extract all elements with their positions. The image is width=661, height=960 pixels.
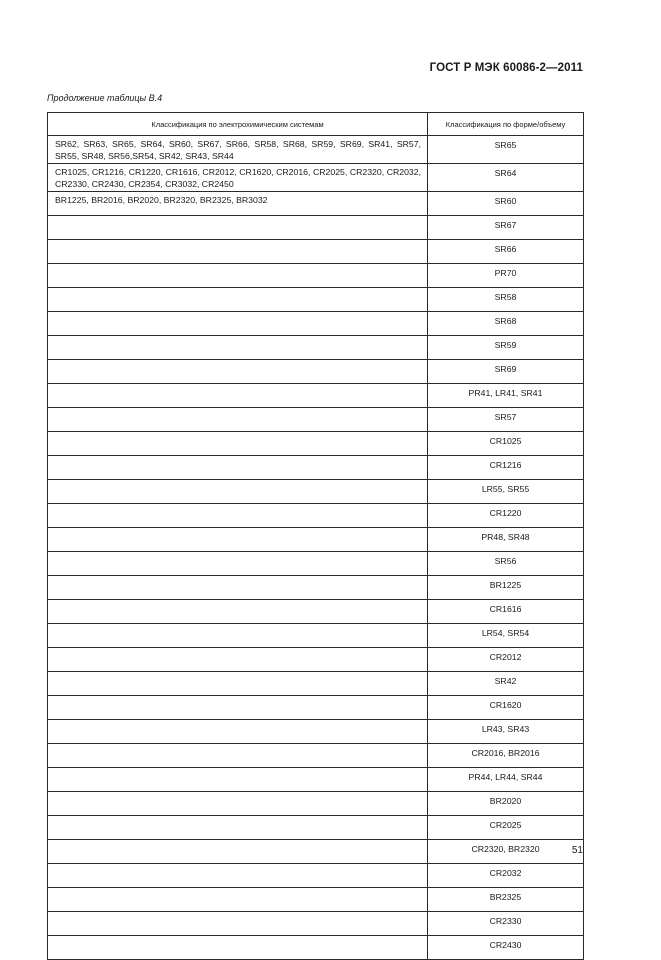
table-body [48, 136, 584, 960]
shape-cell: CR1616 [428, 600, 584, 624]
table-row [48, 744, 584, 768]
electrochemical-cell [48, 288, 428, 312]
table-row [48, 432, 584, 456]
shape-cell: LR43, SR43 [428, 720, 584, 744]
shape-cell: BR2325 [428, 888, 584, 912]
electrochemical-cell [48, 864, 428, 888]
shape-cell: PR70 [428, 264, 584, 288]
electrochemical-cell [48, 744, 428, 768]
shape-cell: SR42 [428, 672, 584, 696]
table-row [48, 672, 584, 696]
table-row [48, 720, 584, 744]
shape-cell: SR69 [428, 360, 584, 384]
electrochemical-cell [48, 672, 428, 696]
document-header: ГОСТ Р МЭК 60086-2—2011 [429, 62, 583, 74]
shape-cell: BR1225 [428, 576, 584, 600]
shape-cell: CR1220 [428, 504, 584, 528]
table-row [48, 624, 584, 648]
electrochemical-cell [48, 912, 428, 936]
shape-cell: SR59 [428, 336, 584, 360]
table-row [48, 264, 584, 288]
shape-cell: CR2016, BR2016 [428, 744, 584, 768]
table-row [48, 504, 584, 528]
shape-cell: CR2330 [428, 912, 584, 936]
table-row [48, 552, 584, 576]
table-row [48, 456, 584, 480]
table-row [48, 648, 584, 672]
table-row [48, 936, 584, 960]
table-row [48, 888, 584, 912]
table-row [48, 576, 584, 600]
table-row [48, 600, 584, 624]
table-row [48, 336, 584, 360]
table-row [48, 288, 584, 312]
electrochemical-cell: CR1025, CR1216, CR1220, CR1616, CR2012, CR1620, CR2016, CR2025, CR2320, CR2032, CR2330, CR2430, CR2354, CR3032, CR2450 [48, 164, 428, 192]
shape-cell: LR55, SR55 [428, 480, 584, 504]
electrochemical-cell [48, 768, 428, 792]
shape-cell: CR2430 [428, 936, 584, 960]
table-row [48, 240, 584, 264]
electrochemical-cell [48, 696, 428, 720]
electrochemical-cell [48, 384, 428, 408]
table-row [48, 696, 584, 720]
shape-cell: SR65 [428, 136, 584, 164]
shape-cell: SR68 [428, 312, 584, 336]
shape-cell: BR2020 [428, 792, 584, 816]
shape-cell: SR56 [428, 552, 584, 576]
electrochemical-cell [48, 504, 428, 528]
table-row [48, 312, 584, 336]
electrochemical-cell [48, 336, 428, 360]
electrochemical-cell [48, 216, 428, 240]
table-row [48, 408, 584, 432]
electrochemical-cell [48, 312, 428, 336]
table-row [48, 216, 584, 240]
table-row [48, 840, 584, 864]
table-row [48, 792, 584, 816]
table-row [48, 480, 584, 504]
electrochemical-cell [48, 816, 428, 840]
table-row [48, 164, 584, 192]
electrochemical-cell [48, 528, 428, 552]
page-number: 51 [571, 845, 583, 856]
shape-cell: CR2032 [428, 864, 584, 888]
electrochemical-cell [48, 432, 428, 456]
classification-table [47, 112, 584, 960]
electrochemical-cell [48, 360, 428, 384]
shape-cell: SR60 [428, 192, 584, 216]
table-row [48, 912, 584, 936]
shape-cell: CR1216 [428, 456, 584, 480]
electrochemical-cell [48, 888, 428, 912]
table-row [48, 136, 584, 164]
shape-cell: LR54, SR54 [428, 624, 584, 648]
electrochemical-cell [48, 792, 428, 816]
column-header-shape: Классификация по форме/объему [428, 113, 584, 136]
electrochemical-cell [48, 840, 428, 864]
electrochemical-cell [48, 936, 428, 960]
column-header-electrochemical: Классификация по электрохимическим системам [48, 113, 428, 136]
table-row [48, 192, 584, 216]
table-row [48, 816, 584, 840]
shape-cell: CR2025 [428, 816, 584, 840]
shape-cell: SR57 [428, 408, 584, 432]
electrochemical-cell [48, 408, 428, 432]
shape-cell: SR66 [428, 240, 584, 264]
shape-cell: SR64 [428, 164, 584, 192]
table-row [48, 528, 584, 552]
shape-cell: SR58 [428, 288, 584, 312]
shape-cell: PR44, LR44, SR44 [428, 768, 584, 792]
shape-cell: SR67 [428, 216, 584, 240]
shape-cell: CR2320, BR2320 [428, 840, 584, 864]
shape-cell: PR41, LR41, SR41 [428, 384, 584, 408]
table-row [48, 864, 584, 888]
electrochemical-cell [48, 456, 428, 480]
table-row [48, 768, 584, 792]
shape-cell: CR2012 [428, 648, 584, 672]
electrochemical-cell: BR1225, BR2016, BR2020, BR2320, BR2325, BR3032 [48, 192, 428, 216]
electrochemical-cell [48, 648, 428, 672]
electrochemical-cell [48, 552, 428, 576]
electrochemical-cell [48, 600, 428, 624]
electrochemical-cell [48, 264, 428, 288]
electrochemical-cell [48, 576, 428, 600]
shape-cell: CR1620 [428, 696, 584, 720]
electrochemical-cell [48, 720, 428, 744]
table-row [48, 384, 584, 408]
shape-cell: PR48, SR48 [428, 528, 584, 552]
table-caption: Продолжение таблицы В.4 [47, 93, 163, 103]
shape-cell: CR1025 [428, 432, 584, 456]
electrochemical-cell [48, 240, 428, 264]
table-row [48, 360, 584, 384]
table-header-row [48, 113, 584, 136]
electrochemical-cell [48, 624, 428, 648]
electrochemical-cell [48, 480, 428, 504]
electrochemical-cell: SR62, SR63, SR65, SR64, SR60, SR67, SR66, SR58, SR68, SR59, SR69, SR41, SR57, SR55, SR48, SR56,SR54, SR42, SR43, SR44 [48, 136, 428, 164]
